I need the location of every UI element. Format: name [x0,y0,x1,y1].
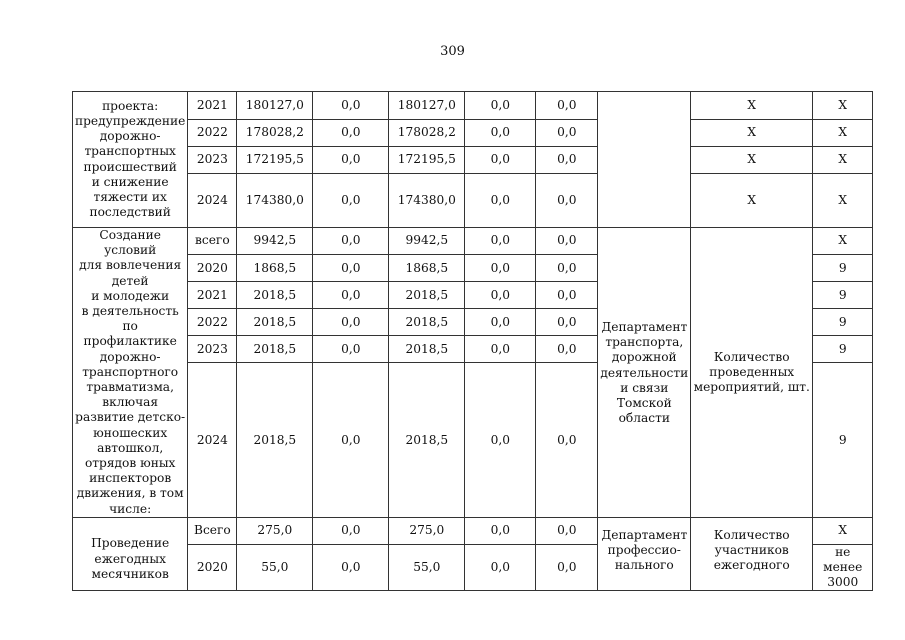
year-cell: 2022 [188,120,237,147]
year-cell: 2023 [188,147,237,174]
other-cell: 0,0 [536,282,598,309]
regional-cell: 1868,5 [389,255,465,282]
target-cell: Х [813,120,873,147]
total-cell: 2018,5 [237,282,313,309]
regional-cell: 275,0 [389,517,465,544]
year-cell: всего [188,228,237,255]
local-cell: 0,0 [465,255,536,282]
local-cell: 0,0 [465,363,536,517]
indicator-cell: Количество проведенных мероприятий, шт. [691,228,813,518]
table-row [73,174,873,228]
indicator-cell: Х [691,92,813,120]
regional-cell: 174380,0 [389,174,465,228]
target-cell: 9 [813,336,873,363]
budget-table [72,91,873,591]
description-cell: Создание условий для вовлечения детей и молодежи в деятельность по профилактике дорожно- транспортного травматизма, включая развитие детско- юношеских автошкол, отрядов юных инспекторов движения, в том числе: [73,228,188,518]
regional-cell: 55,0 [389,544,465,591]
federal-cell: 0,0 [313,147,389,174]
table-row [73,120,873,147]
regional-cell: 9942,5 [389,228,465,255]
target-cell: 9 [813,309,873,336]
indicator-cell: Х [691,147,813,174]
table-row [73,228,873,255]
total-cell: 178028,2 [237,120,313,147]
other-cell: 0,0 [536,544,598,591]
responsible-cell [598,92,691,228]
table-row [73,517,873,544]
indicator-cell: Количество участников ежегодного [691,517,813,591]
regional-cell: 178028,2 [389,120,465,147]
target-cell: Х [813,174,873,228]
federal-cell: 0,0 [313,255,389,282]
other-cell: 0,0 [536,309,598,336]
local-cell: 0,0 [465,309,536,336]
total-cell: 172195,5 [237,147,313,174]
federal-cell: 0,0 [313,120,389,147]
other-cell: 0,0 [536,363,598,517]
year-cell: 2023 [188,336,237,363]
federal-cell: 0,0 [313,336,389,363]
target-cell: не менее 3000 [813,544,873,591]
indicator-cell: Х [691,174,813,228]
federal-cell: 0,0 [313,282,389,309]
responsible-cell: Департамент профессио- нального [598,517,691,591]
federal-cell: 0,0 [313,228,389,255]
regional-cell: 180127,0 [389,92,465,120]
indicator-cell: Х [691,120,813,147]
federal-cell: 0,0 [313,544,389,591]
other-cell: 0,0 [536,255,598,282]
year-cell: 2020 [188,544,237,591]
total-cell: 2018,5 [237,309,313,336]
total-cell: 9942,5 [237,228,313,255]
table-row [73,92,873,120]
local-cell: 0,0 [465,147,536,174]
regional-cell: 2018,5 [389,363,465,517]
target-cell: Х [813,92,873,120]
local-cell: 0,0 [465,336,536,363]
target-cell: Х [813,147,873,174]
table-row [73,147,873,174]
other-cell: 0,0 [536,120,598,147]
year-cell: 2020 [188,255,237,282]
other-cell: 0,0 [536,517,598,544]
total-cell: 174380,0 [237,174,313,228]
local-cell: 0,0 [465,544,536,591]
local-cell: 0,0 [465,120,536,147]
year-cell: 2021 [188,282,237,309]
page-number: 309 [440,44,465,59]
other-cell: 0,0 [536,228,598,255]
responsible-cell: Департамент транспорта, дорожной деятельности и связи Томской области [598,228,691,518]
local-cell: 0,0 [465,174,536,228]
local-cell: 0,0 [465,282,536,309]
regional-cell: 172195,5 [389,147,465,174]
regional-cell: 2018,5 [389,336,465,363]
federal-cell: 0,0 [313,174,389,228]
regional-cell: 2018,5 [389,309,465,336]
total-cell: 55,0 [237,544,313,591]
target-cell: Х [813,517,873,544]
local-cell: 0,0 [465,517,536,544]
description-cell: Проведение ежегодных месячников [73,517,188,591]
federal-cell: 0,0 [313,92,389,120]
regional-cell: 2018,5 [389,282,465,309]
description-cell: проекта: предупреждение дорожно- транспортных происшествий и снижение тяжести их последствий [73,92,188,228]
target-cell: 9 [813,282,873,309]
year-cell: 2022 [188,309,237,336]
total-cell: 1868,5 [237,255,313,282]
other-cell: 0,0 [536,174,598,228]
year-cell: 2021 [188,92,237,120]
year-cell: 2024 [188,363,237,517]
local-cell: 0,0 [465,228,536,255]
other-cell: 0,0 [536,336,598,363]
federal-cell: 0,0 [313,363,389,517]
other-cell: 0,0 [536,147,598,174]
local-cell: 0,0 [465,92,536,120]
federal-cell: 0,0 [313,517,389,544]
year-cell: Всего [188,517,237,544]
year-cell: 2024 [188,174,237,228]
total-cell: 180127,0 [237,92,313,120]
target-cell: 9 [813,363,873,517]
total-cell: 2018,5 [237,336,313,363]
total-cell: 275,0 [237,517,313,544]
target-cell: 9 [813,255,873,282]
other-cell: 0,0 [536,92,598,120]
federal-cell: 0,0 [313,309,389,336]
total-cell: 2018,5 [237,363,313,517]
target-cell: Х [813,228,873,255]
